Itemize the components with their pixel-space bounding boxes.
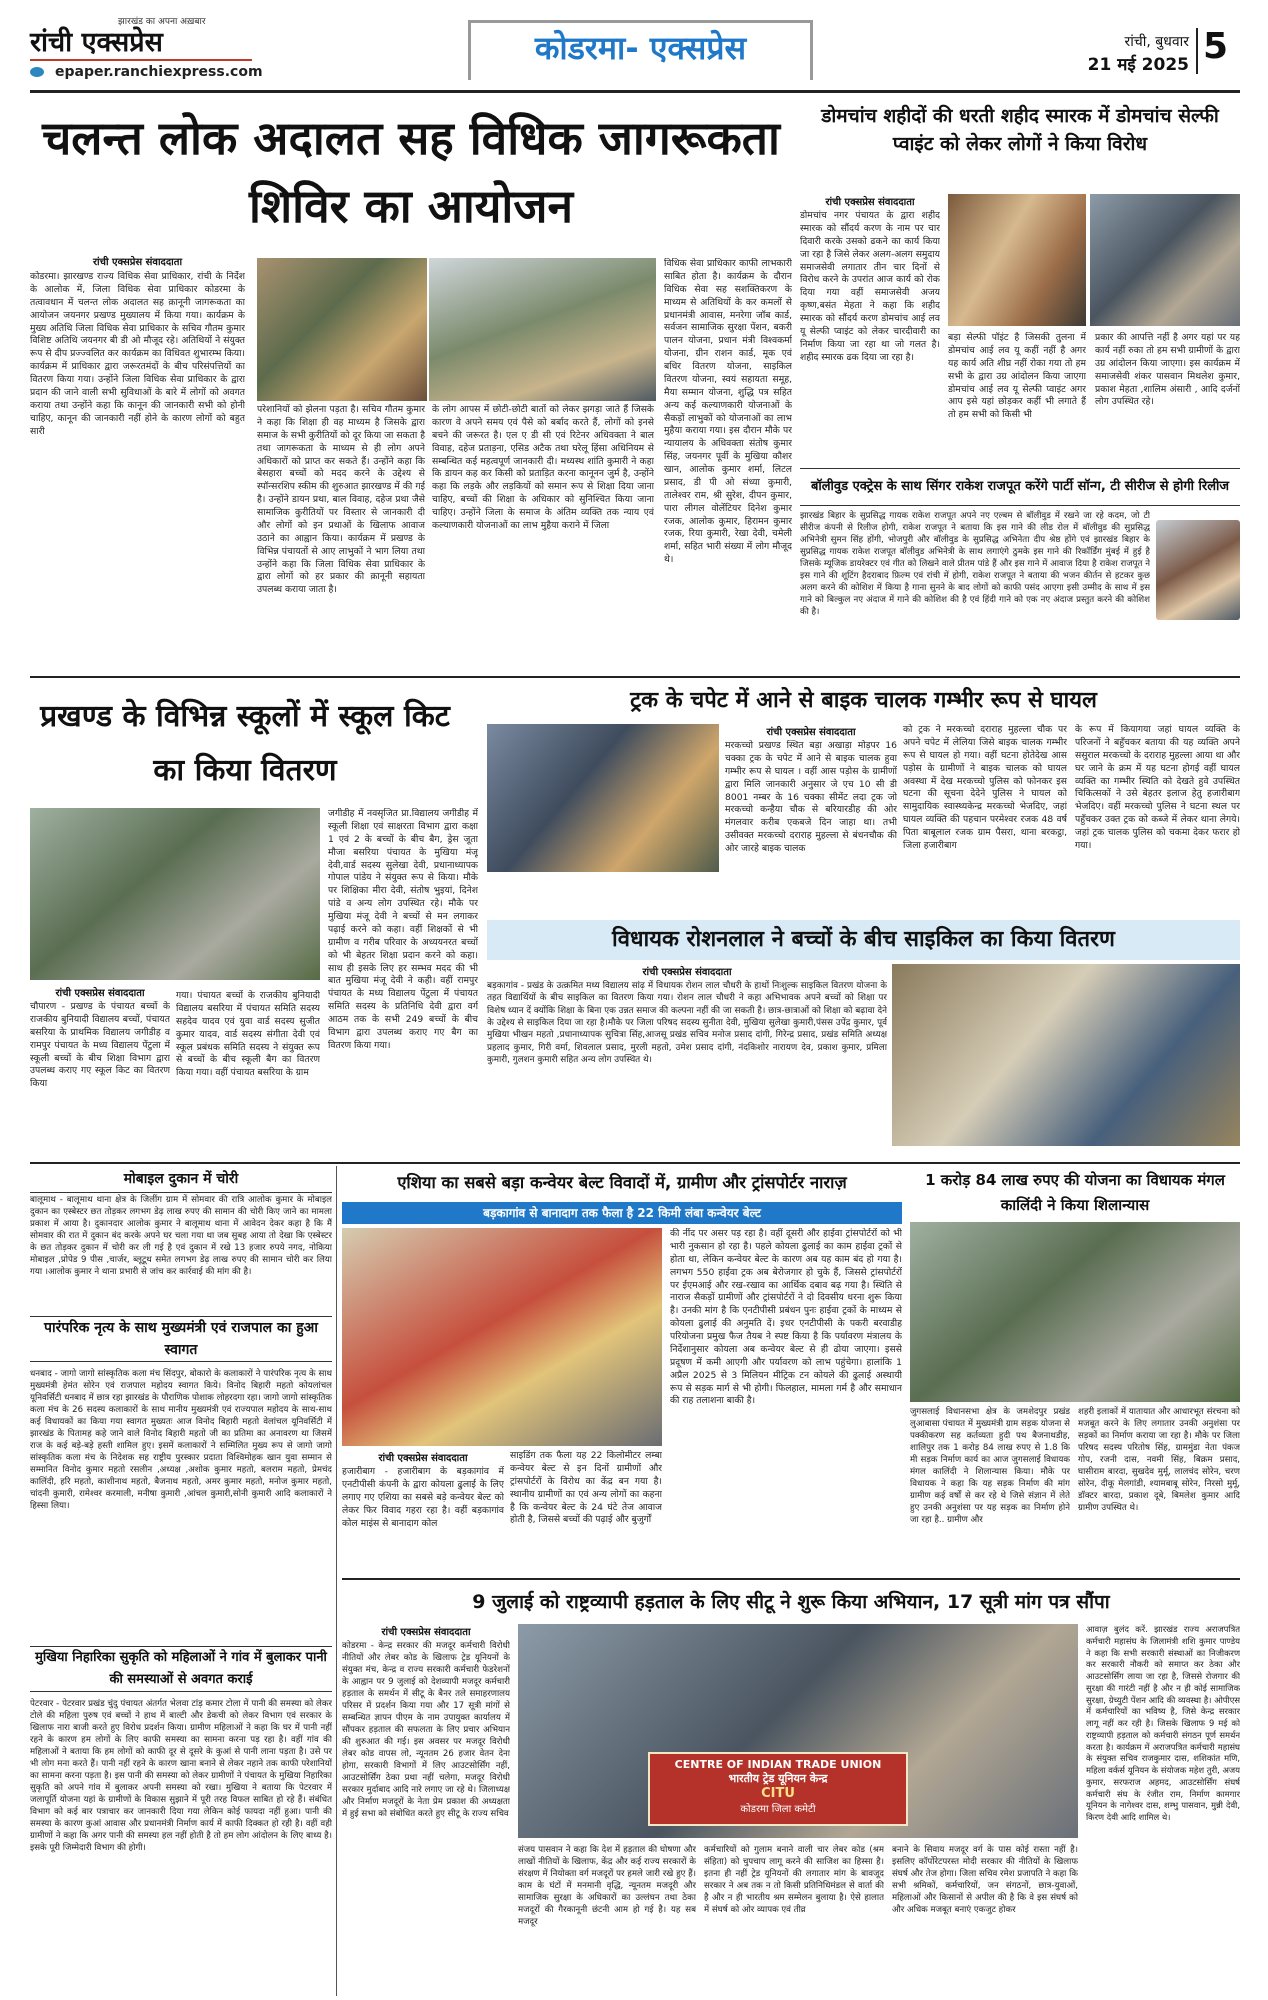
byline: रांची एक्सप्रेस संवाददाता [378,1453,468,1464]
epaper-url[interactable]: epaper.ranchiexpress.com [55,64,263,80]
lok-adalat-photo-2 [429,258,656,401]
body-text: साइडिंग तक फैला यह 22 किलोमीटर लम्बा कन्वेयर बेल्ट से इन दिनों ग्रामीणों और ट्रांसपोर्टरों के विरोध का केंद्र बन गया है। स्थानीय ग्रामीणों का एवं अन्य लोगों का कहना है कि कन्वेयर बेल्ट के 24 घंटे तेज आवाज होती है, जिससे बच्चों की पढ़ाई और बुजुर्गों [510,1450,662,1526]
citu-banner [648,1752,908,1826]
column-rule [336,1166,337,1996]
col-1 [800,194,940,432]
domchanch-photo-1 [948,194,1086,326]
edition-title: कोडरमा- एक्सप्रेस [534,29,747,67]
body-text: कोडरमा - केन्द्र सरकार की मजदूर कर्मचारी विरोधी नीतियों और लेबर कोड के खिलाफ ट्रेड यूनियनों के संयुक्त मंच, केन्द्र व राज्य सरकारी कर्मचारी फेडरेशनों के आह्वान पर 9 जुलाई को देशव्यापी मजदूर कर्मचारी हड़ताल के समर्थन में सीटू के बैनर तले समाहरणालय परिसर में प्रदर्शन किया गया और 17 सूत्री मांगों से सम्बन्धित ज्ञापन पीएम के नाम उपायुक्त कार्यालय में सौंपकर हड़ताल की सफलता के लिए प्रचार अभियान की शुरुआत की गई। इस अवसर पर मजदूर विरोधी लेबर कोड वापस लो, न्यूनतम 26 हजार वेतन देना होगा, सरकारी विभागों में लिए आउटसोर्सिंग नहीं, आउटसोर्सिंग ठेका प्रथा नहीं चलेगा, मजदूर विरोधी सरकार मुर्दाबाद आदि नारे लगाए जा रहे थे। जिलाध्यक्ष और निर्माण मजदूरों के नेता प्रेम प्रकाश की अध्यक्षता में हुई सभा को संबोधित करते हुए सीटू के राज्य सचिव [342,1641,510,1820]
byline: रांची एक्सप्रेस संवाददाता [55,988,145,999]
protest-crowd-photo [342,1228,662,1446]
article-truck [487,680,1240,920]
bird-icon [30,67,44,77]
edition-title-box [468,20,813,80]
city-day: रांची, बुधवार [1124,34,1189,50]
body-text: डोमचांच नगर पंचायत के द्वारा शहीद स्मारक को सौंदर्य करण के नाम पर चार दिवारी करके उसको ढकने का कार्य किया जा रहा है जिसे लेकर अलग-अलग समुदाय समाजसेवी लगातार तीन चार दिनों से विरोध करने के उपरांत आज कार्य को रोक दिया गया वहीं समाजसेवी अजय कृष्ण,बसंत मेहता ने कहा कि शहीद स्मारक को सौंदर्य करण डोमचांच आई लव यू सेल्फी प्वाइंट को लेकर चारदीवारी का निर्माण किया जा रहा था जो गलत है। शहीद स्मारक ढक दिया जा रहा है। [800,210,940,363]
headline: मोबाइल दुकान में चोरी [30,1166,332,1193]
issue-date: 21 मई 2025 [1087,55,1189,75]
article-mla-scheme [910,1166,1240,1574]
body-text: धनबाद - जागो जागो सांस्कृतिक कला मंच सिंदपुर, बोकारो के कलाकारों ने पारंपरिक नृत्य के साथ मुख्यमंत्री हेमंत सोरेन एवं राजपाल महोदय स्वागत किये। विनोद बिहारी महतो कोयलांचल यूनिवर्सिटी धनबाद में छात्र रहा झारखंड के पौराणिक पोशाक लोहरदगा रहा। जागो जागो सांस्कृतिक कला मंच के 26 सदस्य कलाकारों के साथ मानीय मुख्यमंत्री एवं राज्यपाल महोदय के साथ-साथ कई विधायकों का किया गया स्वागत मुख्यतः आज विनोद बिहारी महतो वेलांचल यूनिवर्सिटी में झारखंड के पितामह कहे जाने वाले विनोद बिहारी महतो जी का प्रतिमा का अनावरण था जिसमें राज के कई बड़े-बड़े हस्ती शामिल हुए। इसमें कलाकारों ने सम्मिलित मुख्य रूप से जागो जागो सांस्कृतिक कला मंच के निदेशक सह राष्ट्रीय पुरस्कार प्रदाता विश्विमोहक खान युवा सम्मान से सम्मानित विनोद कुमार महतो रसलीन ,अध्यक्ष ,अशोक कुमार महतो, बलराम महतो, प्रेमचंद कालिंदी, हरि महतो, काशीनाथ महतो, बैजनाथ महतो, अमर कुमार महतो, मनोज कुमार महतो, चांदनी कुमारी, रामेश्वर करमाली, मनीषा कुमारी ,आंचल कुमारी,सोनी कुमारी आदि कलाकारों ने हिस्सा लिया। [30,1369,332,1512]
subhead: बड़कागांव से बानादाग तक फैला है 22 किमी लंबा कन्वेयर बेल्ट [483,1206,761,1220]
body-text: कर्मचारियों को गुलाम बनाने वाली चार लेबर कोड (श्रम संहिता) को चुपचाप लागू करने की साजिश का हिस्सा है। इतना ही नहीं ट्रेड यूनियनों की लगातार मांग के बावजूद सरकार ने अब तक न तो किसी प्रतिनिधिमंडल से वार्ता की है और न ही भारतीय श्रम सम्मेलन बुलाया है। ऐसे हालात में संघर्ष को ओर व्यापक एवं तीव्र [704,1845,884,1916]
article-domchanch [800,98,1240,466]
body-text: बड़ा सेल्फी पॉइंट है जिसकी तुलना में डोमचांच आई लव यू कहीं नहीं है अगर यह कार्य अति शीघ्र नहीं रोका गया तो हम सभी के द्वारा उग्र आंदोलन किया जाएगा डोमचांच आई लव यू सेल्फी प्वाइंट अगर आप इसे यहां छोड़कर कहीं भी लगाते हैं तो हम सभी को किसी भी [948,332,1086,421]
body-text: बालूमाथ - बालूमाथ थाना क्षेत्र के जिलींग ग्राम में सोमवार की रात्रि आलोक कुमार के मोबाइल दुकान का एस्बेस्टर छत तोड़कर लगभग डेढ़ लाख रुपए की सामान की चोरी किए जाने का मामला प्रकाश में आया है। दुकानदार आलोक कुमार ने बालूमाथ थाना में आवेदन देकर कहा है कि मैं सोमवार की रात में दुकान बंद करके अपने घर चला गया था जब सुबह आया तो देखा कि एस्बेस्टर के छत तोड़कर दुकान में चोरी कर ली गई है एवं दुकान में रखे 13 हजार रुपये नगद, नोकिया मोबाइल ,प्रोपेड 9 पीस ,चार्जर, ब्लूटूथ समेत लगभग डेढ़ लाख रुपए की सामान चोरी कर लिया गया ।आलोक कुमार ने थाना प्रभारी से जांच कर कार्रवाई की मांग की है। [30,1195,332,1278]
body-text: परेशानियों को झेलना पड़ता है। सचिव गौतम कुमार ने कहा कि शिक्षा ही वह माध्यम है जिसके द्वारा समाज के सभी कुरीतियों को दूर किया जा सकता है तथा जागरूकता के माध्यम से ही लोग अपने अधिकारों को प्राप्त कर सकते हैं। उन्होंने कहा कि बेसहारा बच्चों को मदद करने के उद्देश्य से स्पॉन्सरशिप स्कीम की शुरुआत झारखण्ड में की गई है। उन्होंने डायन प्रथा, बाल विवाह, दहेज प्रथा जैसे सामाजिक कुरीतियों पर विस्तार से जानकारी दी और लोगों को इन प्रथाओं के खिलाफ आवाज उठाने का आह्वान किया। कार्यक्रम में प्रखण्ड के विभिन्न पंचायतों से आए लाभुकों ने भाग लिया तथा उन्होंने कहा कि जिला विधिक सेवा प्राधिकार के द्वारा लोगों को हर प्रकार की क़ानूनी सहायता उपलब्ध कराया जाता है। [257,404,425,596]
body-text: विधिक सेवा प्राधिकार काफी लाभकारी साबित होता है। कार्यक्रम के दौरान विधिक सेवा सह सशक्तिकरण के माध्यम से अतिथियों के कर कमलों से प्रधानमंत्री आवास, मनरेगा जॉब कार्ड, सर्वजन सामाजिक सुरक्षा पेंशन, बकरी पालन योजना, प्रधान मंत्री विश्वकर्मा योजना, ग्रीन राशन कार्ड, मूक एवं बधिर वितरण योजना, साइकिल वितरण योजना, स्वयं सहायता समूह, मैया सम्मान योजना, शुद्धि पत्र सहित अन्य कई कल्याणकारी योजनाओं के सैकड़ों लाभुकों को योजनाओं का लाभ मुहैया कराया गया। इस दौरान मौके पर न्यायालय के अधिवक्ता संतोष कुमार सिंह, जयनगर पूर्वी के मुखिया कौशर खान, आलोक कुमार शर्मा, लिटल प्रसाद, डी पी ओ संध्या कुमारी, तालेश्वर राम, श्री सुरेश, दीपन कुमार, पारा लीगल वोलेंटियर दिनेश कुमार रजक, आलोक कुमार, हिरामन कुमार रजक, रिया कुमारी, रेखा देवी, चमेली शर्मा, सहित भारी संख्या में लोग मौजूद थे। [664,258,792,566]
col-1 [487,964,887,1156]
page-number: 5 [1203,26,1229,67]
col-1 [725,724,897,880]
article-folk-dance [30,1316,332,1640]
banner-line-2: भारतीय ट्रेड यूनियन केन्द्र [728,1772,828,1785]
article-water-problem [30,1646,332,2000]
article-lok-adalat [30,98,792,674]
headline: प्रखण्ड के विभिन्न स्कूलों में स्कूल किट का किया वितरण [40,699,450,788]
body-text: बड़कागांव - प्रखंड के उत्क्रमित मध्य विद्यालय सांढ़ में विधायक रोशन लाल चौधरी के हाथों निःशुल्क साइकिल वितरण योजना के तहत विद्यार्थियों के बीच साइकिल का वितरण किया गया। रोशन लाल चौधरी ने कहा अभिभावक अपने बच्चों को शिक्षा पर विशेष ध्यान दें क्योंकि शिक्षा के बिना एक उन्नत समाज की कल्पना नहीं की जा सकती है। छात्र-छात्राओं को शिक्षा को बढ़ावा देने के उद्देश्य से साइकिल दिया जा रहा है।मौके पर जिला परिषद सदस्य सुनीता देवी, मुखिया सुलेखा कुमारी,पंसस उपेंद्र कुमार, पूर्व मुखिया भीखन महतो ,प्रधानाध्यापक सुचित्रा सिंह,आजसू प्रखंड सचिव मनोज प्रसाद दांगी, गिरेन्द्र प्रसाद, प्रखंड समिति अध्यक्ष प्रहलाद कुमार, गिरी वर्मा, शिवलाल प्रसाद, मुरली महतो, उमेश प्रसाद दांगी, नंदकिशोर नारायण देव, प्रकाश कुमार, प्रमिला कुमारी, गुलशन कुमारी सहित अन्य लोग उपस्थित थे। [487,981,887,1065]
body-text: चौपारण - प्रखण्ड के पंचायत बच्चों के राजकीय बुनियादी विद्यालय बच्चों, पंचायत बसरिया के प्राथमिक विद्यालय जगीडीह व रामपुर पंचायत के मध्य विद्यालय पेंटुला में स्कूली बच्चों के बीच शिक्षा विभाग द्वारा उपलब्ध कराए गए स्कूल किट का वितरण किया [30,1001,170,1090]
body-text: के लोग आपस में छोटी-छोटी बातों को लेकर झगड़ा जाते हैं जिसके कारण वे अपने समय एवं पैसे को बर्बाद करते हैं, लोगों को इनसे बचने की जरूरत है। एल ए डी सी एवं रिटेनर अधिवक्ता ने बाल विवाह, दहेज प्रताड़ना, एसिड अटैक तथा घरेलू हिंसा अधिनियम से सम्बन्धित कई महत्वपूर्ण जानकारी दी। मध्यस्थ शांति कुमारी ने कहा कि डायन कह कर किसी को प्रताड़ित करना कानूनन जुर्म है, उन्होंने कहा कि लड़के और लड़कियों को समान रूप से शिक्षा दिया जाना चाहिए, बच्चों की शिक्षा के अधिकार को सुनिश्चित किया जाना चाहिए। उन्होंने जिला के समाज के अंतिम व्यक्ति तक न्याय एवं कल्याणकारी योजनाओं का लाभ मुहैया कराने में जिला [432,404,654,531]
section-rule [342,1578,1240,1580]
body-text: पेटरवार - पेटरवार प्रखंड चुंदु पंचायत अंतर्गत भेलवा टांड़ कमार टोला में पानी की समस्या को लेकर टोले की महिला पुरुष एवं बच्चों ने हाथ में बाल्टी और डेकची को लेकर विभाग एवं सरकार के खिलाफ नारा बाजी करते हुए विरोध प्रदर्शन किया। ग्रामीण महिलाओं ने कहा कि घर में पानी नहीं रहने के कारण हम लोगों के लिए काफी समस्या का सामना करना पड़ रहा है। वहीं गांव की महिलाओं ने बताया कि हम लोगों को काफी दूर से दूसरे के कुआं से पानी लाना पड़ता है। उसे पर भी लोग मना करते हैं। पानी नहीं रहने के कारण खाना बनाने से लेकर नहाने तक काफी परेशानियों का सामना करना पड़ता है। इस पानी की समस्या को लेकर ग्रामीणों ने पंचायत के मुखिया निहारिका सुकृति को अपने गांव में बुलाकर अपनी समस्या को रखा। मुखिया ने बताया कि पेटरवार में जलापूर्ति योजना यहां के ग्रामीणों के विकास सुझाने में पूरी तरह विफल साबित हो रहे हैं। संबंधित विभाग को कई बार पत्राचार कर जानकारी दिया गया लेकिन कोई फायदा नहीं हुआ। पानी की समस्या के कारण कुआं आवास और प्रधानमंत्री निर्माण कार्य में काफी दिक्कत हो रही है। वहीं वही ग्रामीणों ने कहा कि अगर पानी की समस्या हल नहीं होती है तो हम लोग आंदोलन के लिए बाध्य है। इसके पूरी जिम्मेदारी विभाग की होगी। [30,1699,332,1854]
byline: रांची एक्सप्रेस संवाददाता [92,257,183,268]
col-1 [342,1450,504,1570]
page-divider [1196,28,1198,74]
body-text: आवाज़ बुलंद करें. झारखंड राज्य अराजपत्रित कर्मचारी महासंघ के जिलामंत्री शशि कुमार पाण्डेय ने कहा कि सभी सरकारी संस्थाओं का निजीकरण कर सरकारी नौकरी को समाप्त कर ठेका और आउटसोर्सिंग लाया जा रहा है, जिससे रोजगार की सुरक्षा की गारंटी नहीं है और न ही कोई सामाजिक सुरक्षा, ग्रेच्युटी पेंशन आदि की व्यवस्था है। ओपीएस में कर्मचारियों का भविष्य है, जिसे केन्द्र सरकार लागू नहीं कर रही है। जिसके खिलाफ 9 मई को राष्ट्रव्यापी हड़ताल को कर्मचारी संगठन पूर्ण समर्थन करता है। कार्यक्रम में अराजपत्रित कर्मचारी महासंघ के संयुक्त सचिव राजकुमार दास, शशिकांत मणि, महिला वर्कर्स यूनियन के संयोजक महेश तुरी, अजय कुमार, सरफराज अहमद, आउटसोर्सिंग संघर्ष कर्मचारी संघ के रंजीत राम, निर्माण कामगार यूनियन के नागेश्वर दास, शम्भु पासवान, मुन्नी देवी, किरण देवी आदि शामिल थे। [1086,1624,1240,1823]
headline: एशिया का सबसे बड़ा कन्वेयर बेल्ट विवादों में, ग्रामीण और ट्रांसपोर्टर नाराज़ [397,1173,847,1192]
body-text: की नींद पर असर पड़ रहा है। वहीं दूसरी और हाईवा ट्रांसपोर्टरों को भी भारी नुकसान हो रहा है। पहले कोयला ढुलाई का काम हाईवा ट्रकों से होता था, लेकिन कन्वेयर बेल्ट के कारण अब यह काम बंद हो गया है। लगभग 550 हाईवा ट्रक अब बेरोजगार हो चुके हैं, जिससे ट्रांसपोर्टरों पर ईएमआई और रख-रखाव का आर्थिक दबाव बढ़ गया है। स्थिति से नाराज सैकड़ों ग्रामीणों और ट्रांसपोर्टरों ने दो दिवसीय धरना शुरू किया है। उनकी मांग है कि एनटीपीसी प्रबंधन पुनः हाईवा ट्रकों के माध्यम से कोयला ढुलाई की अनुमति दें। इधर एनटीपीसी के पकरी बरवाडीह परियोजना प्रमुख फैज तैयब ने स्पष्ट किया है कि पर्यावरण मंत्रालय के निर्देशानुसार कोयला अब कन्वेयर बेल्ट से ही ढोया जाएगा। इससे प्रदूषण में कमी आएगी और पर्यावरण को लाभ पहुंचेगा। हालांकि 1 अप्रैल 2025 से 3 मिलियन मीट्रिक टन कोयले की ढुलाई अस्थायी रूप से सड़क मार्ग से भी होगी। फिलहाल, मामला गर्म है और समाधान की राह तलाशना बाकी है। [670,1228,902,1407]
headline: चलन्त लोक अदालत सह विधिक जागरूकता शिविर का आयोजन [42,111,780,233]
school-kit-photo [30,808,320,980]
accident-photo [487,724,719,872]
lok-adalat-photo-1 [257,258,427,401]
singer-portrait [1156,520,1240,620]
body-text: जगीडीह में नवसृजित प्रा.विद्यालय जगीडीह में स्कूली शिक्षा एवं साक्षरता विभाग द्वारा कक्षा 1 एवं 2 के बच्चों के बीच बैग, ड्रेस जूता मौजा बसरिया पंचायत के मुखिया मंजू देवी,वार्ड सदस्य सुलेखा देवी, प्रधानाध्यापक गोपाल पांडेय ने संयुक्त रूप से किया। मौके पर शिक्षिका मीरा देवी, संतोष भुइयां, दिनेश पांडे व अन्य लोग उपस्थित रहे। मौके पर मुखिया मंजू देवी ने बच्चों से मन लगाकर पढ़ाई करने को कहा। वहीं शिक्षकों से भी ग्रामीण व गरीब परिवार के अध्ययनरत बच्चों को भी बेहतर शिक्षा प्रदान करने को कहा। साथ ही इसके लिए हर सम्भव मदद की भी बात मुखिया मंजू देवी ने कही। वहीं रामपुर पंचायत के मध्य विद्यालय पेंटुला में पंचायत समिति सदस्य के प्रतिनिधि देवी द्वारा वर्ग आठम तक के सभी 249 बच्चों के बीच विभाग द्वारा उपलब्ध कराए गए बैग का वितरण किया गया। [328,808,478,1051]
headline: विधायक रोशनलाल ने बच्चों के बीच साइकिल का किया वितरण [612,927,1115,952]
cycle-distribution-photo [892,964,1240,1146]
body-text: हजारीबाग - हजारीबाग के बड़कागांव में एनटीपीसी कंपनी के द्वारा कोयला ढुलाई के लिए लगाए गए एशिया का सबसे बड़े कन्वेयर बेल्ट को लेकर फिर विवाद गहरा रहा है। वहीं बड़कागांव कोल माइंस से बानादाग कोल [342,1466,504,1529]
col-1 [30,985,170,1151]
foundation-ceremony-photo [910,1222,1240,1402]
article-cycle [487,920,1240,1160]
edition-box-top [471,20,810,25]
body-text: को ट्रक ने मरकच्चो दराराह मुहल्ला चौक पर अपने चपेट में लेलिया जिसे बाइक चालक गम्भीर रूप से घायल हो गया। वहीं घटना होतेदेख आस पड़ोस के ग्रामीणों ने बाइक चालक को घायल अवस्था में देख मरकच्चो पुलिस को फोनकर इस घटना की सूचना देदेने पुलिस ने घायल को सामुदायिक स्वास्थ्यकेन्द्र मरकच्चो भेजदिए, जहां घायल व्यक्ति की पहचान परमेश्वर रजक 48 वर्ष पिता बाबूलाल रजक ग्राम पैसरा, थाना बरकट्ठा, जिला हजारीबाग [903,724,1067,851]
body-text: बनाने के सिवाय मजदूर वर्ग के पास कोई रास्ता नहीं है। इसलिए कॉर्पोरेटपरस्त मोदी सरकार की नीतियों के खिलाफ संघर्ष और तेज होगा। जिला सचिव रमेश प्रजापति ने कहा कि सभी श्रमिकों, कर्मचारियों, जन संगठनों, छात्र-युवाओं, महिलाओं और किसानों से अपील की है कि वे इस संघर्ष को और अधिक मजबूत बनाएं एकजुट होकर [892,1845,1078,1916]
col-1 [342,1624,510,1998]
body-text: कोडरमा। झारखण्ड राज्य विधिक सेवा प्राधिकार, रांची के निर्देश के आलोक में, जिला विधिक सेवा प्राधिकार कोडरमा के तत्वावधान में चलन्त लोक अदालत सह क़ानूनी जागरूकता का आयोजन जयनगर प्रखण्ड मुख्यालय में किया गया। कार्यक्रम के मुख्य अतिथि जिला विधिक सेवा प्राधिकार के सचिव गौतम कुमार विशिष्ट अतिथि जयनगर बी डी ओ मौजूद रहे। अतिथियों ने संयुक्त रूप से दीप प्रज्ज्वलित कर कार्यक्रम का विधिवत शुभारम्भ किया। कार्यक्रम में प्राधिकार द्वारा जरूरतमंदों के बीच परिसंपत्तियों का वितरण किया गया। उन्होंने जिला विधिक सेवा प्राधिकार के द्वारा प्रदान की जाने वाली सभी सुविधाओं के बारे में लोगों को अवगत कराया तथा उन्होंने कहा कि कानून की जानकारी सभी को होनी चाहिए, कानून की जानकारी नहीं होने के कारण लोगों को बहुत सारी [30,271,245,437]
masthead [0,0,1268,90]
domchanch-photo-2 [1090,194,1240,326]
body-text: जुगसलाई विधानसभा क्षेत्र के जमशेदपुर प्रखंड लुआबासा पंचायत में मुख्यमंत्री ग्राम सड़क योजना से पक्कीकरण सह कर्तव्यता हुदी पथ बैजनाथडीह, शालिपुर तक 1 करोड़ 84 लाख रुपए से 1.8 कि मी सड़क निर्माण कार्य का आज जुगसलाई विधायक मंगल कालिंदी ने शिलान्यास किया। मौके पर विधायक ने कहा कि यह सड़क निर्माण की मांग ग्रामीण कई वर्षों से कर रहे थे जिसे संज्ञान में लेते हुए उनकी अनुशंसा पर यह सड़क का निर्माण होने जा रहा है.. ग्रामीण और [910,1407,1070,1526]
body-text: झारखंड बिहार के सुप्रसिद्ध गायक राकेश राजपूत अपने नए एल्बम से बॉलीवुड में रखने जा रहे कदम, जो टी सीरीज कंपनी से रिलीज होगी, राकेश राजपूत ने बताया कि इस गाने की लीड रोल में बॉलीवुड की सुप्रसिद्ध अभिनेत्री सुमन सिंह होंगी, भोजपुरी और बॉलीवुड के सुप्रसिद्ध अभिनेता दीप श्रेष्ठ होंगे एवं झारखंड बिहार के सुप्रसिद्ध गायक राकेश राजपूत बॉलीवुड अभिनेत्री के साथ लगाएंगे ठुमके इस गाने की रिकॉर्डिंग मुंबई में हुई है जिसके म्यूजिक डायरेक्टर एवं गीत को लिखने वाले प्रीतम पांडे हैं और इस गाने में आवाज दिया है राकेश राजपूत ने इस गाने की शूटिंग हैदराबाद फ़िल्म एवं रांची में होगी, राकेश राजपूत ने बताया की भजन कीर्तन से हटकर कुछ अलग करने की कोशिश में किया है गाना सुनने के बाद लोगों को काफी पसंद आएगा इसी उम्मीद के साथ में इस गाने को बिल्कुल नए अंदाज में गाने की कोशिश की है एवं हिंदी गाने को एक नए अंदाज प्रस्तुत करने की कोशिश की है। [800,511,1150,618]
body-text: के रूप में कियागया जहां घायल व्यक्ति के परिजनों ने बहुँचकर बताया की यह व्यक्ति अपने ससुराल मरकच्चो के दराराह मुहल्ला आया था और घर जाने के क्रम में यह घटना होगई वहीं घायल व्यक्ति का गम्भीर स्थिति को देखते हुवे उपस्थित चिकित्सकों ने उसे बेहतर इलाज हेतु हजारीबाग भेजदिए। वहीं मरकच्चो पुलिस ने घटना स्थल पर पहुँचकर उक्त ट्रक को कब्जे में लेकर थाना लेगये। जहां ट्रक चालक पुलिस को चकमा देकर फरार हो गया। [1075,724,1240,851]
headline: 1 करोड़ 84 लाख रुपए की योजना का विधायक मंगल कालिंदी ने किया शिलान्यास [925,1171,1225,1214]
citu-protest-photo [518,1624,1078,1838]
headline: 9 जुलाई को राष्ट्रव्यापी हड़ताल के लिए सीटू ने शुरू किया अभियान, 17 सूत्री मांग पत्र सौंपा [472,1591,1110,1613]
banner-line-4: कोडरमा जिला कमेटी [740,1804,816,1815]
masthead-rule [30,90,1240,93]
byline: रांची एक्सप्रेस संवाददाता [825,197,915,208]
logo-underline [30,59,252,61]
article-school-kit [30,680,477,1160]
body-text: गया। पंचायत बच्चों के राजकीय बुनियादी विद्यालय बसरिया में पंचायत समिति सदस्य सहदेव यादव एवं युवा वार्ड सदस्य सुजीत कुमार यादव, वार्ड सदस्य संगीता देवी एवं स्कूल प्रबंधक समिति सदस्य ने संयुक्त रूप से बच्चों के बीच स्कूली बैग का वितरण किया गया। वहीं पंचायत बसरिया के ग्राम [176,990,320,1079]
newspaper-logo: रांची एक्सप्रेस [30,27,163,58]
body-text: शहरी इलाकों में यातायात और आधारभूत संरचना को मजबूत करने के लिए लगातार उनकी अनुशंसा पर सड़कों का निर्माण कराया जा रहा है। मौके पर जिला परिषद सदस्य परितोष सिंह, ग्राममुंडा नेता पंकज गोप, रजनी दास, नवमी सिंह, बिक्रम प्रसाद, घासीराम बारदा, सुखदेव मुर्मू, लालचंद सोरेन, चरण सोरेन, दीकू मेलगांडी, श्यामबाबू सोरेन, निरसो मुर्मू, डॉक्टर बारदा, प्रकाश दूबे, बिमलेश कुमार आदि ग्रामीण उपस्थित थे। [1078,1407,1240,1514]
body-text: प्रकार की आपत्ति नहीं है अगर यहां पर यह कार्य नहीं रुका तो हम सभी ग्रामीणों के द्वारा उग्र आंदोलन किया जाएगा। इस कार्यक्रम में समाजसेवी शंकर पासवान मिथलेश कुमार, प्रकाश मेहता ,शालिम अंसारी , आदि दर्जनों लोग उपस्थित रहे। [1095,332,1240,408]
article-bollywood [800,468,1240,668]
headline: ट्रक के चपेट में आने से बाइक चालक गम्भीर रूप से घायल [630,688,1097,713]
byline: रांची एक्सप्रेस संवाददाता [381,1627,471,1638]
banner-line-3: CITU [761,1786,795,1801]
byline: रांची एक्सप्रेस संवाददाता [766,727,856,738]
article-strike [342,1578,1240,1998]
section-rule [30,676,1240,678]
headline: मुखिया निहारिका सुकृति को महिलाओं ने गांव में बुलाकर पानी की समस्याओं से अवगत कराई [30,1646,332,1692]
headline: बॉलीवुड एक्ट्रेस के साथ सिंगर राकेश राजपूत करेंगे पार्टी सॉन्ग, टी सीरीज से होगी रिलीज [800,468,1240,506]
logo-tagline: झारखंड का अपना अख़बार [118,17,206,27]
headline: पारंपरिक नृत्य के साथ मुख्यमंत्री एवं राजपाल का हुआ स्वागत [30,1316,332,1362]
article-mobile-theft [30,1166,332,1314]
article-conveyor [342,1166,902,1574]
body-text: मरकच्चो प्रखण्ड स्थित बड़ा अखाड़ा मोड़पर 16 चक्का ट्रक के चपेट में आने से बाइक चालक हुवा गम्भीर रूप से घायल । वहीं आस पड़ोस के ग्रामीणों द्वारा मिलि जानकारी अनुसार जे एच 10 सी डी 8001 नम्बर के 16 चक्का सीमेंट लदा ट्रक जो मरकच्चो कन्हैया चौक से बरियारडीह की ओर मंगलवार करीब एकबजे दिन जाहा था। तभी उसीवक्त मरकच्चो दराराह मुहल्ला से बंधनचौक की ओर जारहे बाइक चालक [725,740,897,854]
headline: डोमचांच शहीदों की धरती शहीद स्मारक में डोमचांच सेल्फी प्वाइंट को लेकर लोगों ने किया विरोध [821,105,1219,155]
banner-line-1: CENTRE OF INDIAN TRADE UNION [674,1758,882,1771]
body-text: संजय पासवान ने कहा कि देश में हड़ताल की घोषणा और लाखों नीतियों के खिलाफ, केंद्र और कई राज्य सरकारों के संरक्षण में नियोक्ता वर्ग मजदूरों पर हमले जारी रखे हुए हैं। काम के घंटों में मनमानी वृद्धि, न्यूनतम मजदूरी और सामाजिक सुरक्षा के अधिकारों का उल्लंघन तथा ठेका मजदूरों की गैरकानूनी छंटनी आम हो गई है। यह सब मजदूर [518,1845,696,1928]
byline: रांची एक्सप्रेस संवाददाता [642,967,732,978]
col-1 [30,254,245,666]
section-rule [30,1162,1240,1164]
